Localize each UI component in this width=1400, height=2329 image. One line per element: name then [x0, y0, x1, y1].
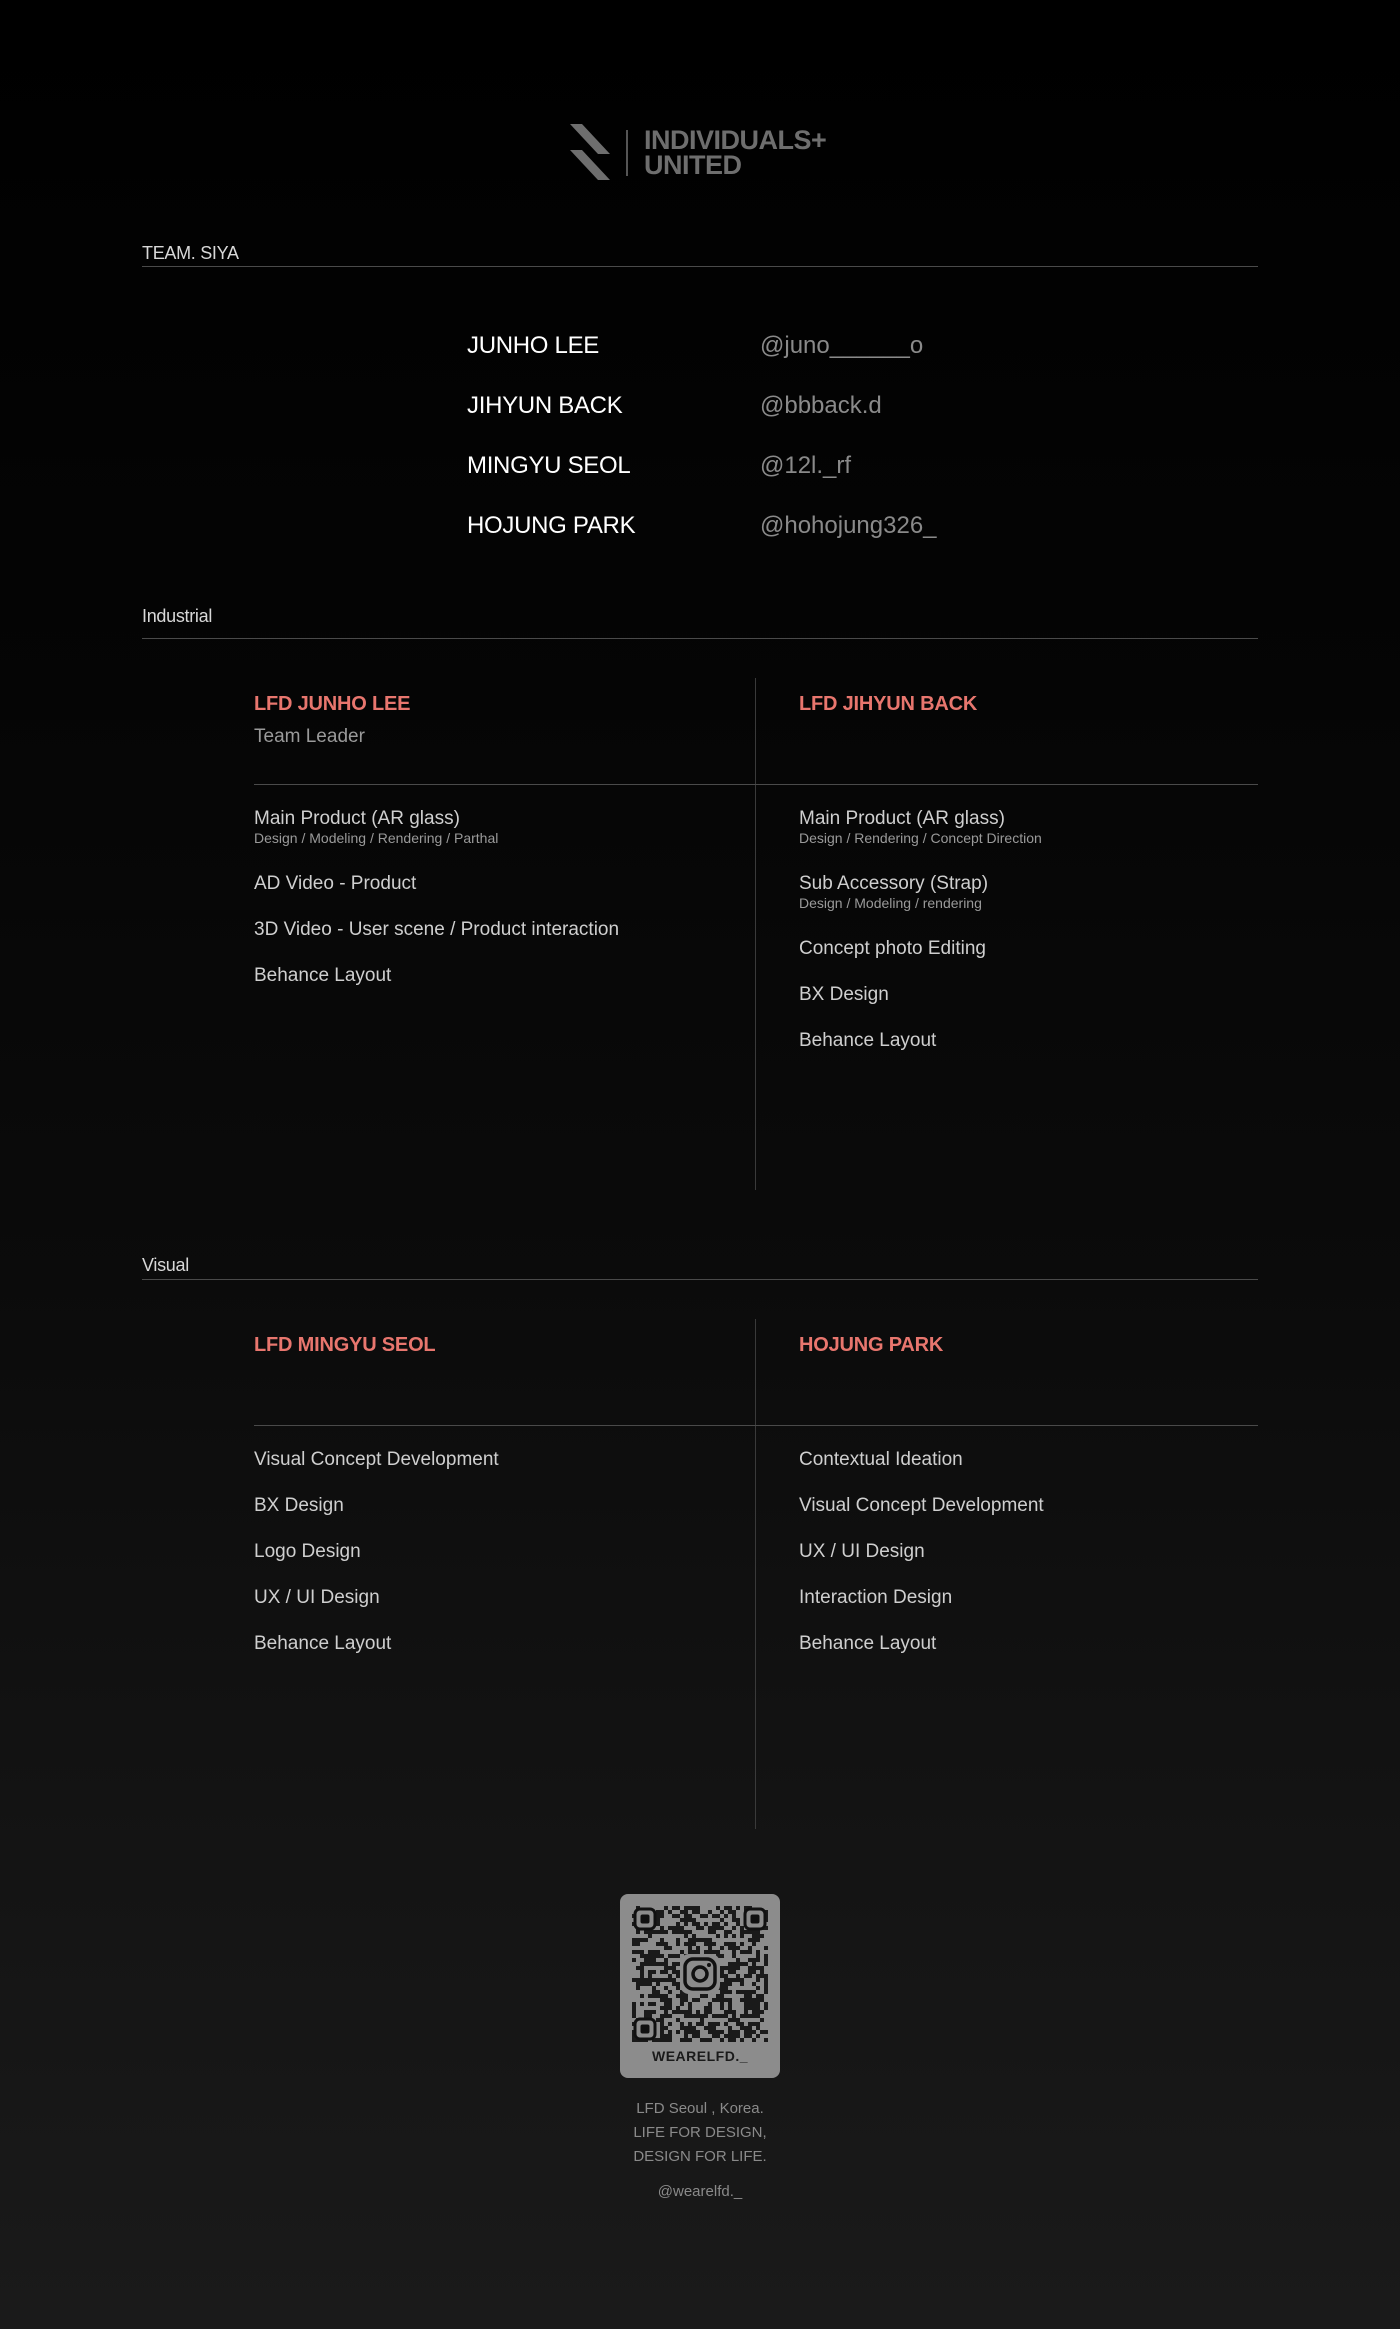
- member-handle[interactable]: @juno______o: [760, 332, 924, 359]
- industrial-left-rule: [254, 784, 755, 785]
- task-label: Behance Layout: [254, 1633, 392, 1654]
- member-handle[interactable]: @12l._rf: [760, 452, 852, 479]
- visual-left-rule: [254, 1425, 755, 1426]
- member-name: JIHYUN BACK: [467, 392, 623, 419]
- visual-right-name: HOJUNG PARK: [799, 1334, 944, 1356]
- logo-mark-icon: [568, 124, 612, 180]
- task-item: [799, 873, 988, 911]
- qr-code-card[interactable]: [620, 1894, 780, 2078]
- qr-finder-top-left: [634, 1908, 656, 1930]
- task-label: BX Design: [799, 984, 889, 1005]
- industrial-left-role: Team Leader: [254, 726, 365, 747]
- logo-line-1: INDIVIDUALS+: [644, 125, 827, 155]
- qr-finder-bottom-left: [634, 2018, 656, 2040]
- member-name: MINGYU SEOL: [467, 452, 631, 479]
- task-label: Sub Accessory (Strap): [799, 873, 989, 894]
- task-label: Visual Concept Development: [799, 1495, 1044, 1516]
- task-label: Main Product (AR glass): [799, 808, 1005, 829]
- visual-left-name: LFD MINGYU SEOL: [254, 1334, 436, 1356]
- member-handle[interactable]: @hohojung326_: [760, 512, 937, 539]
- task-label: UX / UI Design: [254, 1587, 380, 1608]
- footer-tagline-1: LIFE FOR DESIGN,: [633, 2124, 767, 2141]
- visual-right-rule: [755, 1425, 1258, 1426]
- logo-line-2: UNITED: [644, 150, 742, 180]
- logo-wordmark: [644, 125, 827, 180]
- footer-handle[interactable]: @wearelfd._: [657, 2183, 743, 2200]
- task-label: BX Design: [254, 1495, 344, 1516]
- qr-code: [632, 1906, 768, 2042]
- task-sub: Design / Modeling / rendering: [799, 895, 982, 911]
- task-sub: Design / Modeling / Rendering / Parthal: [254, 830, 499, 846]
- task-label: 3D Video - User scene / Product interaction: [254, 919, 620, 940]
- task-label: Logo Design: [254, 1541, 361, 1562]
- task-label: Main Product (AR glass): [254, 808, 460, 829]
- task-label: Visual Concept Development: [254, 1449, 499, 1470]
- instagram-icon: [680, 1954, 720, 1994]
- task-label: Behance Layout: [254, 965, 392, 986]
- industrial-right-rule: [755, 784, 1258, 785]
- task-item: [254, 808, 498, 846]
- member-name: JUNHO LEE: [467, 332, 599, 359]
- task-label: Contextual Ideation: [799, 1449, 963, 1470]
- qr-finder-top-right: [744, 1908, 766, 1930]
- team-divider: [142, 266, 1258, 267]
- visual-column-divider: [755, 1319, 756, 1829]
- task-label: Concept photo Editing: [799, 938, 986, 959]
- logo-divider: [626, 130, 628, 176]
- member-name: HOJUNG PARK: [467, 512, 636, 539]
- footer-tagline-2: DESIGN FOR LIFE.: [633, 2148, 767, 2165]
- task-label: UX / UI Design: [799, 1541, 925, 1562]
- industrial-divider: [142, 638, 1258, 639]
- task-item: [799, 808, 1042, 846]
- task-label: Behance Layout: [799, 1030, 937, 1051]
- footer-location: LFD Seoul , Korea.: [636, 2100, 764, 2117]
- task-label: Behance Layout: [799, 1633, 937, 1654]
- industrial-column-divider: [755, 678, 756, 1190]
- brand-logo: [568, 124, 868, 180]
- task-label: Interaction Design: [799, 1587, 953, 1608]
- task-label: AD Video - Product: [254, 873, 417, 894]
- member-handle[interactable]: @bbback.d: [760, 392, 882, 419]
- qr-caption: WEARELFD._: [652, 2048, 748, 2064]
- industrial-right-name: LFD JIHYUN BACK: [799, 693, 978, 715]
- industrial-left-name: LFD JUNHO LEE: [254, 693, 411, 715]
- visual-divider: [142, 1279, 1258, 1280]
- industrial-section-title: Industrial: [142, 606, 213, 626]
- team-section-title: TEAM. SIYA: [142, 243, 239, 263]
- task-sub: Design / Rendering / Concept Direction: [799, 830, 1042, 846]
- visual-section-title: Visual: [142, 1255, 189, 1275]
